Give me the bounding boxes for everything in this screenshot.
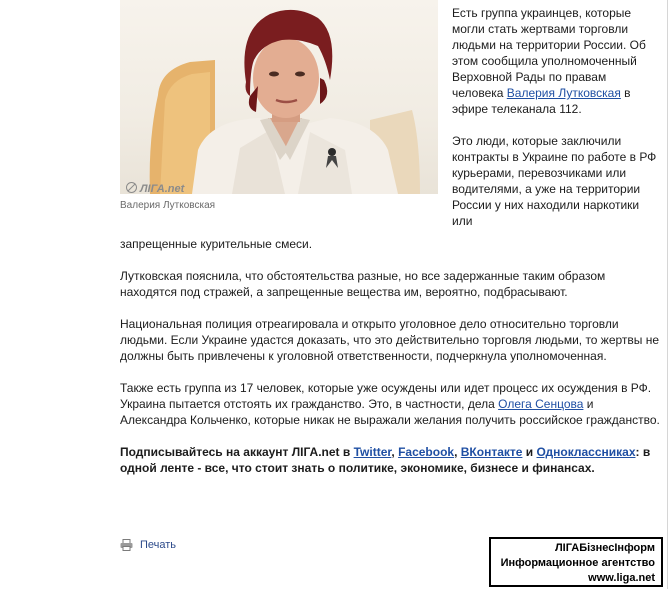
portrait-illustration	[120, 0, 438, 194]
stamp-line-3: www.liga.net	[588, 572, 655, 584]
paragraph-1	[452, 5, 660, 117]
separator: и	[522, 445, 537, 459]
watermark-text: ЛІГА.net	[140, 183, 185, 194]
paragraph-1-start: Есть группа украинцев, которые могли стать жертвами торговли людьми на территории России. Об этом сообщила уполномоченный Верховной Рады по правам человека	[452, 6, 646, 100]
paragraph-3: Лутковская пояснила, что обстоятельства разные, но все задержанные таким образом находятся под стражей, а запрещенные вещества им, вероятно, подбрасывают.	[120, 269, 606, 299]
paragraph-2-continued: запрещенные курительные смеси.	[120, 237, 313, 251]
photo-caption: Валерия Лутковская	[120, 200, 216, 211]
link-sentsov[interactable]: Олега Сенцова	[498, 397, 584, 411]
paragraph-4: Национальная полиция отреагировала и открыто уголовное дело относительно торговли людьми. Если Украине удастся доказать, что это действительно торговля людьми, то жертвы не должны быть привлечены к уголовной ответственности, подчеркнула уполномоченная.	[120, 317, 660, 363]
subscribe-intro: Подписывайтесь на аккаунт ЛІГА.net в	[120, 445, 354, 459]
watermark-logo-icon	[126, 182, 137, 193]
article-photo	[120, 0, 438, 194]
link-twitter[interactable]: Twitter	[353, 445, 392, 459]
link-vkontakte[interactable]: ВКонтакте	[460, 445, 523, 459]
link-facebook[interactable]: Facebook	[398, 445, 455, 459]
side-text	[452, 5, 660, 245]
link-lutkovska[interactable]: Валерия Лутковская	[506, 86, 621, 100]
stamp-line-2: Информационное агентство	[500, 557, 655, 569]
article-body	[120, 236, 660, 492]
printer-icon	[120, 539, 133, 551]
separator: ,	[391, 445, 399, 459]
print-label: Печать	[140, 539, 177, 551]
paragraph-5-start: Также есть группа из 17 человек, которые уже осуждены или идет процесс их осуждения в РФ. Украина пытается отстоять их гражданство. Это, в частности, дела	[120, 381, 652, 411]
subscribe-tail: : в одной ленте - все, что стоит знать о политике, экономике, бизнесе и финансах.	[120, 445, 651, 475]
paragraph-1-end: в эфире телеканала 112.	[452, 86, 631, 116]
print-button[interactable]	[120, 539, 176, 551]
watermark	[126, 182, 184, 194]
agency-stamp	[489, 537, 663, 587]
link-odnoklassniki[interactable]: Одноклассниках	[536, 445, 636, 459]
paragraph-5	[120, 380, 660, 428]
subscribe-paragraph	[120, 444, 660, 476]
separator: ,	[454, 445, 461, 459]
paragraph-5-end: и Александра Кольченко, которые никак не выражали желания получить российское гражданство.	[120, 397, 660, 427]
paragraph-2: Это люди, которые заключили контракты в Украине по работе в РФ курьерами, перевозчиками или водителями, а уже на территории России у них находили наркотики или	[452, 134, 657, 228]
page-right-border	[667, 0, 668, 589]
stamp-line-1: ЛІГАБізнесІнформ	[554, 542, 655, 554]
